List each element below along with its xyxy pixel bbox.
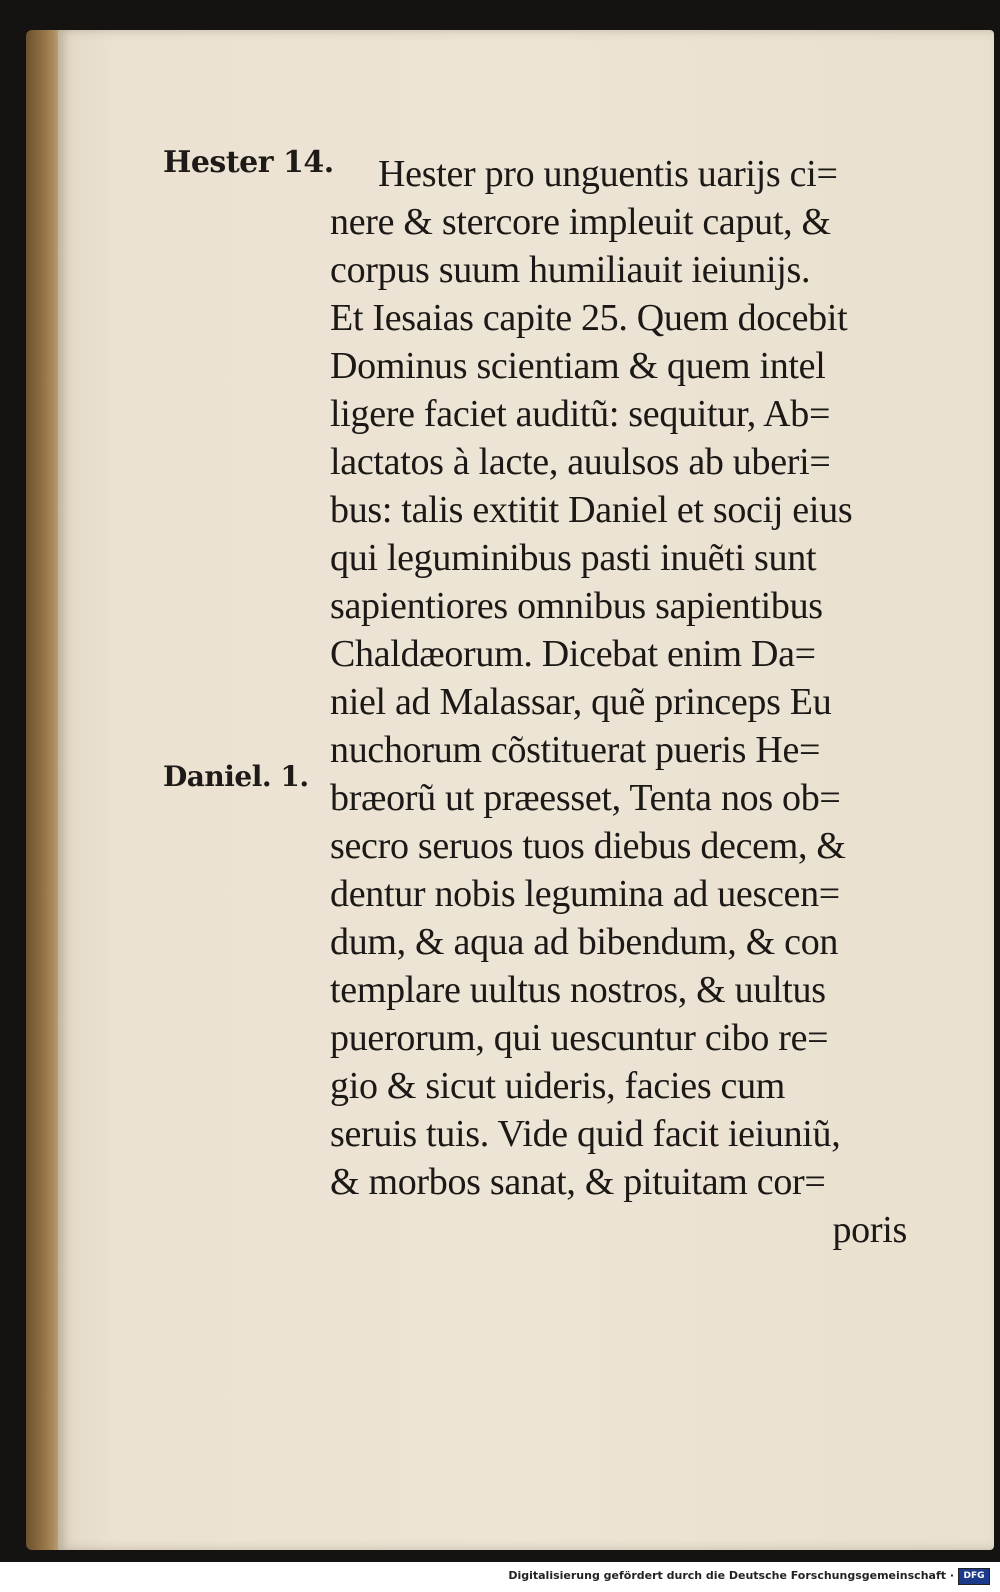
catchword: poris — [832, 1209, 907, 1251]
text-line: dentur nobis legumina ad uescen= — [330, 873, 840, 915]
text-line: dum, & aqua ad bibendum, & con — [330, 921, 839, 963]
text-line: bræorũ ut præesset, Tenta nos ob= — [330, 777, 841, 819]
text-line: bus: talis extitit Daniel et socij eius — [330, 489, 853, 531]
text-line: seruis tuis. Vide quid facit ieiuniũ, — [330, 1113, 841, 1155]
text-line: Dominus scientiam & quem intel — [330, 345, 826, 387]
margin-note-daniel: Daniel. 1. — [163, 760, 309, 793]
text-line: niel ad Malassar, quẽ princeps Eu — [330, 681, 832, 723]
text-line: Hester pro unguentis uarijs ci= — [378, 153, 838, 195]
text-line: nere & stercore impleuit caput, & — [330, 201, 831, 243]
text-line: corpus suum humiliauit ieiunijs. — [330, 249, 811, 291]
text-line: Chaldæorum. Dicebat enim Da= — [330, 633, 816, 675]
text-line: gio & sicut uideris, facies cum — [330, 1065, 786, 1107]
dfg-logo: DFG — [958, 1568, 990, 1585]
text-line: puerorum, qui uescuntur cibo re= — [330, 1017, 829, 1059]
margin-note-hester: Hester 14. — [163, 145, 334, 180]
text-line: & morbos sanat, & pituitam cor= — [330, 1161, 826, 1203]
text-line: ligere faciet auditũ: sequitur, Ab= — [330, 393, 831, 435]
funding-credit: Digitalisierung gefördert durch die Deutsche Forschungsgemeinschaft · — [508, 1569, 954, 1582]
body-text — [330, 150, 915, 1254]
text-line: sapientiores omnibus sapientibus — [330, 585, 823, 627]
text-line: nuchorum cõstituerat pueris He= — [330, 729, 821, 771]
footer-bar — [0, 1562, 1000, 1592]
text-line: lactatos à lacte, auulsos ab uberi= — [330, 441, 831, 483]
text-line: Et Iesaias capite 25. Quem docebit — [330, 297, 848, 339]
text-line: templare uultus nostros, & uultus — [330, 969, 826, 1011]
text-line: secro seruos tuos diebus decem, & — [330, 825, 846, 867]
text-line: qui leguminibus pasti inuẽti sunt — [330, 537, 817, 579]
